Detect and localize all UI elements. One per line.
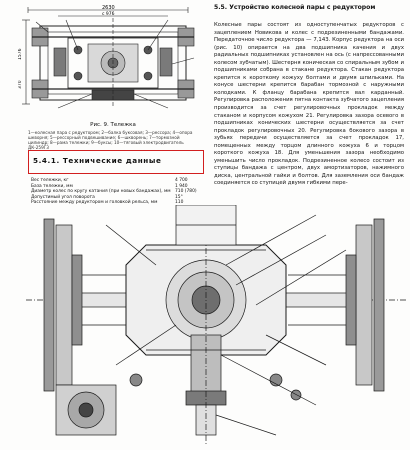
wheelset-gearbox-drawing xyxy=(26,205,408,450)
dimension-top-2: с 976 xyxy=(102,12,115,17)
dimension-left: 1576 xyxy=(18,48,23,60)
section-55-body: Колесные пары состоят из одноступенчатых редукторов с зацеплением Новикова и колес с подрезиненными бандажами. Передаточное число редуктора — 7,143. Корпус редуктора на оси (рис. 10) опирается на два подшипника качения и двух радиальных подшипниках установлен на ось (с напрессованными колесом зубчатым). Шестерня коническая со спиральным зубом и подшипниками собрана в стакане редуктора. Стакан редуктора крепится к короткому кожуху болтами и двумя шпильками. На конусе шестерни крепится барабан тормозной с наружными колодками. К фланцу барабана крепится вал карданный. Регулировка расположения пятна контакта зубчатого зацепления производится за счет регулировочных прокладок между стаканом и корпусом кожухом 21. Регулировка зазора осевого в подшипниках конических шестерни осуществляется за счет прокладок регулировочных 20. Регулировка бокового зазора в зубьях передачи осуществляется за счет прокладок 17, помещенных между торцом длинного кожуха 6 и торцом короткого кожуха 18. Для уменьшения зазора необходимо уменьшить число прокладок. Подрезиненное колесо состоит из ступицы бандажа с центром, двух амортизаторов, нажимного диска, центральной гайки и болтов. Для заземления оси бандаж соединяется со ступицей двумя гибкими пере- xyxy=(214,22,404,187)
dimension-left-2: 370 xyxy=(18,80,23,89)
spec-value: 110 xyxy=(175,200,184,206)
figure-caption xyxy=(28,122,198,150)
figure-caption-body: 1—колесная пара с редуктором; 2—балка буксовая; 3—рессора; 4—опора шкворня; 5—рессорный подвешивание; 6—шкворень; 7—тормозной цилиндр; 8—рама тележки; 9—буксы; 10—тяговый электродвигатель ДК-259Г3 xyxy=(28,130,193,150)
spec-value: 1 940 xyxy=(175,183,188,189)
spec-label: Расстояние между редуктором и головкой рельса, мм xyxy=(31,200,158,206)
spec-label: База тележки, мм xyxy=(31,183,73,189)
bogie-drawing xyxy=(18,4,198,116)
dimension-top: 2630 xyxy=(102,5,115,11)
spec-label: Диаметр колес по кругу катания (при новых бандажах), мм xyxy=(31,189,171,195)
spec-list xyxy=(31,178,201,206)
spec-label: Допустимый угол поворота xyxy=(31,194,95,200)
spec-value: 15° xyxy=(175,194,183,200)
figure-caption-title: Рис. 9. Тележка xyxy=(90,122,136,128)
spec-value: 710 (780) xyxy=(175,189,197,195)
section-541-heading: 5.4.1. Технические данные xyxy=(33,156,162,165)
section-55-heading: 5.5. Устройство колесной пары с редуктором xyxy=(214,4,376,11)
spec-label: Вес тележки, кг xyxy=(31,178,69,183)
spec-value: 4 700 xyxy=(175,178,188,183)
